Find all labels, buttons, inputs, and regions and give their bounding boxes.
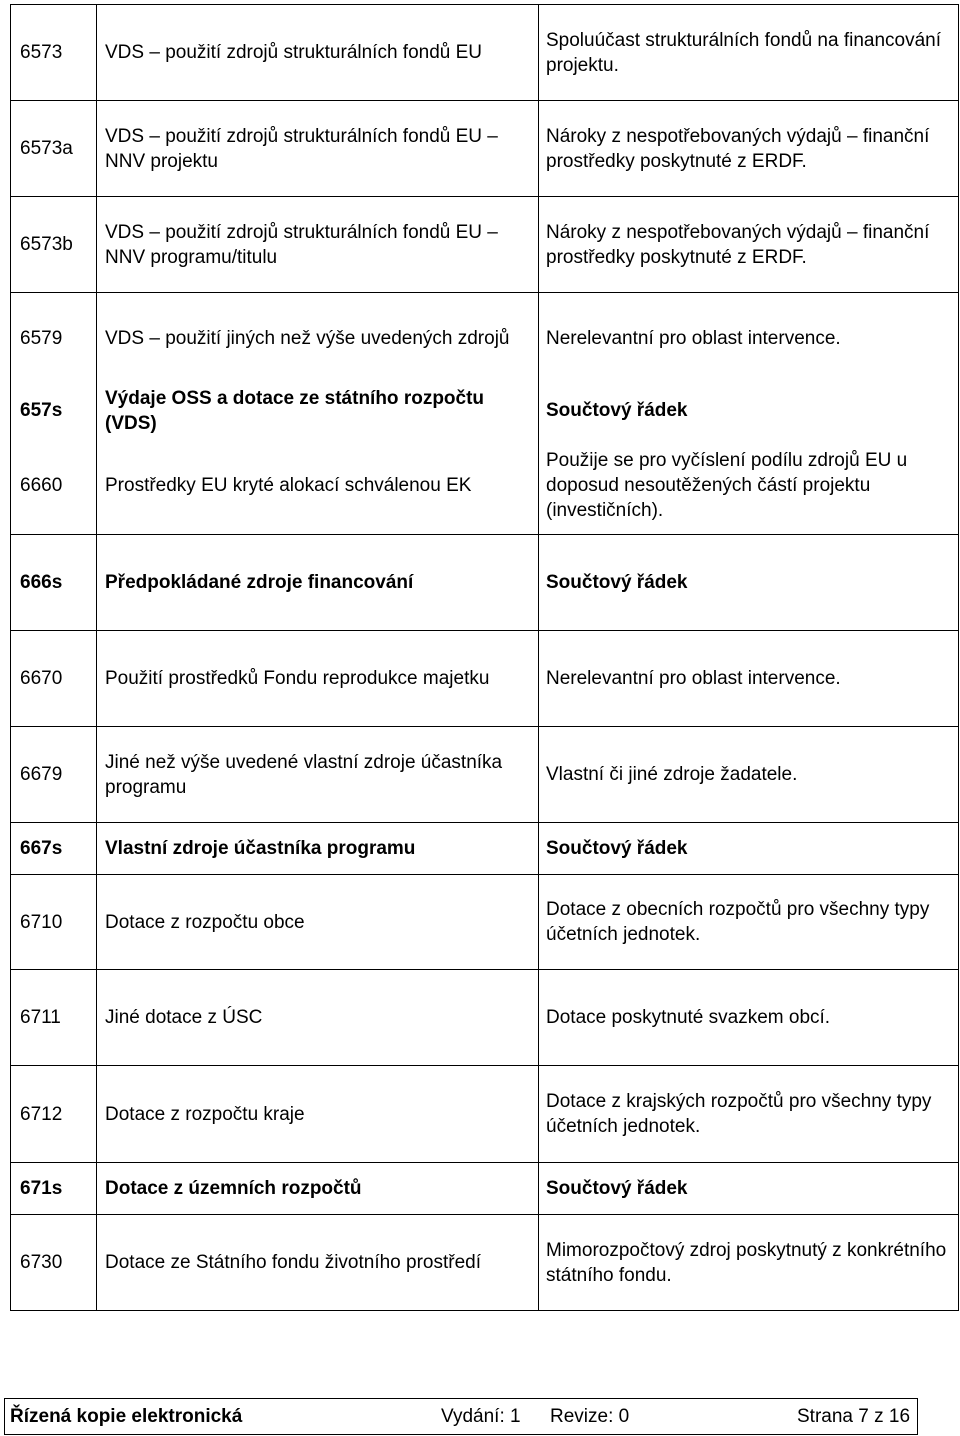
row-description: Prostředky EU kryté alokací schválenou EK xyxy=(97,437,539,535)
row-note: Spoluúčast strukturálních fondů na financování projektu. xyxy=(539,5,959,101)
footer-copy-label: Řízená kopie elektronická xyxy=(10,1406,243,1427)
row-description: Jiné než výše uvedené vlastní zdroje účastníka programu xyxy=(97,727,539,823)
row-code: 6712 xyxy=(11,1066,97,1163)
row-description: Vlastní zdroje účastníka programu xyxy=(97,823,539,875)
row-note: Nároky z nespotřebovaných výdajů – finanční prostředky poskytnuté z ERDF. xyxy=(539,197,959,293)
row-note: Vlastní či jiné zdroje žadatele. xyxy=(539,727,959,823)
table-row xyxy=(11,437,959,535)
row-description: Dotace z územních rozpočtů xyxy=(97,1163,539,1215)
row-code: 6679 xyxy=(11,727,97,823)
row-description: VDS – použití jiných než výše uvedených zdrojů xyxy=(97,293,539,385)
row-code: 6711 xyxy=(11,970,97,1066)
row-description: VDS – použití zdrojů strukturálních fondů EU – NNV projektu xyxy=(97,101,539,197)
footer-page-number: Strana 7 z 16 xyxy=(797,1406,911,1427)
row-note: Mimorozpočtový zdroj poskytnutý z konkrétního státního fondu. xyxy=(539,1215,959,1311)
row-code: 671s xyxy=(11,1163,97,1215)
row-note: Nároky z nespotřebovaných výdajů – finanční prostředky poskytnuté z ERDF. xyxy=(539,101,959,197)
row-note: Součtový řádek xyxy=(539,823,959,875)
row-note: Součtový řádek xyxy=(539,1163,959,1215)
page-footer xyxy=(4,1398,918,1435)
table-row xyxy=(11,385,959,437)
row-description: VDS – použití zdrojů strukturálních fondů EU – NNV programu/titulu xyxy=(97,197,539,293)
row-description: Dotace z rozpočtu kraje xyxy=(97,1066,539,1163)
table-row xyxy=(11,101,959,197)
row-note: Součtový řádek xyxy=(539,535,959,631)
row-description: Předpokládané zdroje financování xyxy=(97,535,539,631)
footer-revision: Revize: 0 xyxy=(550,1406,630,1427)
row-description: Použití prostředků Fondu reprodukce majetku xyxy=(97,631,539,727)
row-description: Jiné dotace z ÚSC xyxy=(97,970,539,1066)
row-note: Součtový řádek xyxy=(539,385,959,437)
table-row xyxy=(11,970,959,1066)
table-row xyxy=(11,1215,959,1311)
table-row xyxy=(11,197,959,293)
row-description: Dotace z rozpočtu obce xyxy=(97,875,539,970)
table-row xyxy=(11,535,959,631)
row-code: 657s xyxy=(11,385,97,437)
row-code: 6573 xyxy=(11,5,97,101)
table-row xyxy=(11,5,959,101)
table-row xyxy=(11,293,959,385)
row-code: 6710 xyxy=(11,875,97,970)
row-description: Výdaje OSS a dotace ze státního rozpočtu (VDS) xyxy=(97,385,539,437)
table-row xyxy=(11,823,959,875)
row-note: Nerelevantní pro oblast intervence. xyxy=(539,293,959,385)
footer-edition: Vydání: 1 xyxy=(441,1406,521,1427)
table-row xyxy=(11,727,959,823)
table-row xyxy=(11,1066,959,1163)
table-row xyxy=(11,631,959,727)
row-note: Nerelevantní pro oblast intervence. xyxy=(539,631,959,727)
row-note: Dotace z krajských rozpočtů pro všechny typy účetních jednotek. xyxy=(539,1066,959,1163)
row-description: VDS – použití zdrojů strukturálních fondů EU xyxy=(97,5,539,101)
row-note: Dotace z obecních rozpočtů pro všechny typy účetních jednotek. xyxy=(539,875,959,970)
row-code: 667s xyxy=(11,823,97,875)
code-table xyxy=(10,4,959,1311)
table-row xyxy=(11,875,959,970)
row-code: 6573b xyxy=(11,197,97,293)
row-code: 666s xyxy=(11,535,97,631)
row-code: 6573a xyxy=(11,101,97,197)
row-description: Dotace ze Státního fondu životního prostředí xyxy=(97,1215,539,1311)
row-note: Použije se pro vyčíslení podílu zdrojů EU u doposud nesoutěžených částí projektu (investičních). xyxy=(539,437,959,535)
row-code: 6730 xyxy=(11,1215,97,1311)
row-code: 6579 xyxy=(11,293,97,385)
table-row xyxy=(11,1163,959,1215)
row-note: Dotace poskytnuté svazkem obcí. xyxy=(539,970,959,1066)
row-code: 6660 xyxy=(11,437,97,535)
row-code: 6670 xyxy=(11,631,97,727)
